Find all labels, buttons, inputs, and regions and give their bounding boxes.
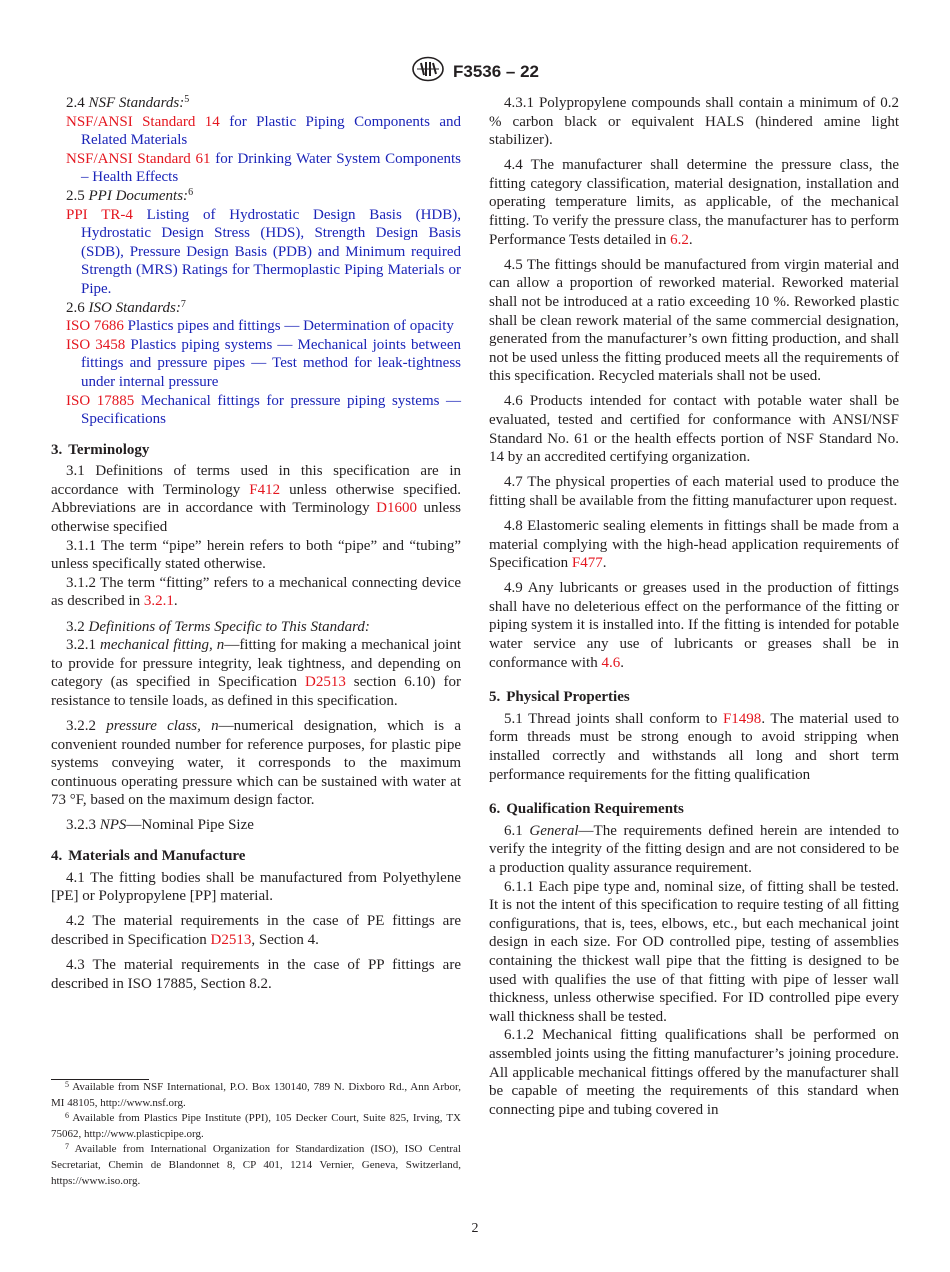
astm-logo-icon [411, 56, 445, 87]
footnotes [51, 1079, 461, 1189]
link-f477[interactable]: F477 [571, 555, 603, 572]
reference-iso-17885[interactable]: ISO 17885 Mechanical fittings for pressure piping systems — Specifications [66, 392, 462, 428]
paragraph-4-5: 4.5 The fittings should be manufactured from virgin material and can allow a proportion of reworked material. Reworked material shall not be introduced at a ratio exceeding 10 %. Reworked plastic shall be clean rework material of the same commercial designation, generated from the manufacturer’s own fitting production, and shall not be used unless the fitting produced meets all the requirements of this specification. Recycled materials shall not be used. [489, 256, 899, 385]
paragraph-3-2-1: 3.2.1 mechanical fitting, n—fitting for making a mechanical joint to provide for pressure integrity, leak tightness, and depending on category (as specified in Specification D2513 section 6.10) for resistance to tensile loads, as defined in this specification. [51, 637, 462, 709]
paragraph-4-1: 4.1 The fitting bodies shall be manufactured from Polyethylene [PE] or Polypropylene [PP] material. [51, 869, 461, 905]
paragraph-5-1: 5.1 Thread joints shall conform to F1498. The material used to form threads must be strong enough to avoid stripping when installed correctly and withstands all long and short term performance requirements for the fitting qualification [489, 710, 899, 783]
page-number: 2 [471, 1221, 479, 1236]
paragraph-4-6: 4.6 Products intended for contact with potable water shall be evaluated, tested and certified for conformance with ANSI/NSF Standard No. 61 or the health effects portion of NSF Standard No. 14 by an accredited certifying organization. [489, 393, 899, 466]
section-heading-qualification: 6. Qualification Requirements [489, 801, 684, 818]
link-4-6[interactable]: 4.6 [601, 654, 621, 671]
paragraph-4-7: 4.7 The physical properties of each material used to produce the fitting shall be available from the fitting manufacturer upon request. [489, 474, 899, 509]
subsection-2-4: 2.4 NSF Standards:$^5$ [66, 94, 190, 111]
reference-iso-7686[interactable]: ISO 7686 Plastics pipes and fittings — Determination of opacity [66, 318, 454, 335]
paragraph-3-2-3: 3.2.3 NPS—Nominal Pipe Size [66, 817, 254, 834]
paragraph-3-2-2: 3.2.2 pressure class, n—numerical designation, which is a convenient rounded number for reference purposes, for plastic pipe systems conveying water, it corresponds to the maximum continuous operating pressure which can be sustained with water at 73 °F, based on the maximum design factor. [51, 718, 462, 809]
link-d2513[interactable]: D2513 [304, 674, 346, 691]
section-heading-materials: 4. Materials and Manufacture [51, 848, 246, 865]
paragraph-6-1-1: 6.1.1 Each pipe type and, nominal size, of fitting shall be tested. It is not the intent of this specification to require testing of all fitting configurations, that is, tees, elbows, etc., but each mechanical joint design in each size. For OD controlled pipe, testing of assemblies containing the thickest wall pipe that the fitting is designed to be used with qualifies the use of that fitting with pipe of lesser wall thickness, unless otherwise specified. For ID controlled pipe every wall thickness shall be tested. [489, 878, 899, 1025]
page-header [0, 56, 950, 87]
section-heading-physical-properties: 5. Physical Properties [489, 689, 630, 706]
reference-iso-3458[interactable]: ISO 3458 Plastics piping systems — Mechanical joints between fittings and pressure pipes — Test method for leak-tightness under internal pressure [66, 336, 461, 390]
reference-nsf-61[interactable]: NSF/ANSI Standard 61 for Drinking Water System Components – Health Effects [66, 150, 462, 186]
reference-ppi-tr4[interactable]: PPI TR-4 Listing of Hydrostatic Design Basis (HDB), Hydrostatic Design Stress (HDS), Strength Design Basis (SDB), Pressure Design Basis (PDB) and Minimum required Strength (MRS) Ratings for Thermoplastic Piping Materials or Pipe. [66, 206, 462, 297]
paragraph-4-3-1: 4.3.1 Polypropylene compounds shall contain a minimum of 0.2 % carbon black or equivalent HALS (hindered amine light stabilizer). [489, 95, 899, 149]
paragraph-3-1: 3.1 Definitions of terms used in this specification are in accordance with Terminology F412 unless otherwise specified. Abbreviations are in accordance with Terminology D1600 unless otherwise specified [51, 463, 461, 536]
paragraph-4-8: 4.8 Elastomeric sealing elements in fittings shall be made from a material complying with the high-head application requirements of Specification F477. [489, 517, 899, 572]
paragraph-4-3: 4.3 The material requirements in the case of PP fittings are described in ISO 17885, Section 8.2. [51, 957, 461, 992]
link-f1498[interactable]: F1498 [722, 710, 762, 727]
paragraph-4-4: 4.4 The manufacturer shall determine the pressure class, the fitting category classification, material designation, installation and operating temperature limits, as applicable, of the mechanical fitting. To verify the pressure class, the manufacturer has to perform Performance Tests detailed in 6.2. [489, 157, 899, 248]
paragraph-4-9: 4.9 Any lubricants or greases used in the production of fittings shall have no deleterious effect on the performance of the fitting or piping system it is installed into. If the fitting is intended for potable water service any use of lubricants or greases shall be in conformance with 4.6. [489, 580, 899, 671]
paragraph-4-2: 4.2 The material requirements in the case of PE fittings are described in Specification D2513, Section 4. [51, 913, 461, 948]
document-designation: F3536 – 22 [452, 61, 539, 81]
subsection-2-5: 2.5 PPI Documents:$^6$ [66, 186, 194, 204]
footnote-6: $^6$ Available from Plastics Pipe Institute (PPI), 105 Decker Court, Suite 825, Irving, TX 75062, http://www.plasticpipe.org. [51, 1111, 461, 1140]
link-3-2-1[interactable]: 3.2.1 [143, 593, 174, 610]
paragraph-3-1-1: 3.1.1 The term “pipe” herein refers to both “pipe” and “tubing” unless specifically stated otherwise. [51, 537, 461, 573]
footnote-7: $^7$ Available from International Organization for Standardization (ISO), ISO Central Secretariat, Chemin de Blandonnet 8, CP 401, 1214 Vernier, Geneva, Switzerland, https://www.iso.org. [51, 1142, 461, 1187]
link-d2513[interactable]: D2513 [210, 931, 252, 948]
paragraph-3-1-2: 3.1.2 The term “fitting” refers to a mechanical connecting device as described in 3.2.1. [51, 574, 461, 610]
link-6-2[interactable]: 6.2 [670, 231, 689, 248]
left-column [51, 94, 461, 993]
reference-nsf-14[interactable]: NSF/ANSI Standard 14 for Plastic Piping Components and Related Materials [66, 113, 461, 149]
section-heading-terminology: 3. Terminology [51, 441, 150, 458]
subsection-2-6: 2.6 ISO Standards:$^7$ [66, 298, 186, 316]
footnote-5: $^5$ Available from NSF International, P.O. Box 130140, 789 N. Dixboro Rd., Ann Arbor, MI 48105, http://www.nsf.org. [51, 1080, 461, 1109]
paragraph-6-1-2: 6.1.2 Mechanical fitting qualifications shall be performed on assembled joints using the fitting manufacturer’s joining procedure. All applicable mechanical fittings offered by the manufacturer shall be capable of meeting the requirements of this standard when connecting pipe and tubing covered in [489, 1027, 899, 1118]
link-f412[interactable]: F412 [249, 481, 281, 498]
paragraph-3-2: 3.2 Definitions of Terms Specific to This Standard: [66, 618, 370, 635]
link-d1600[interactable]: D1600 [376, 500, 417, 517]
right-column [489, 94, 899, 1119]
paragraph-6-1: 6.1 General—The requirements defined herein are intended to verify the integrity of the fitting design and are not considered to be a production quality assurance requirement. [489, 822, 899, 876]
